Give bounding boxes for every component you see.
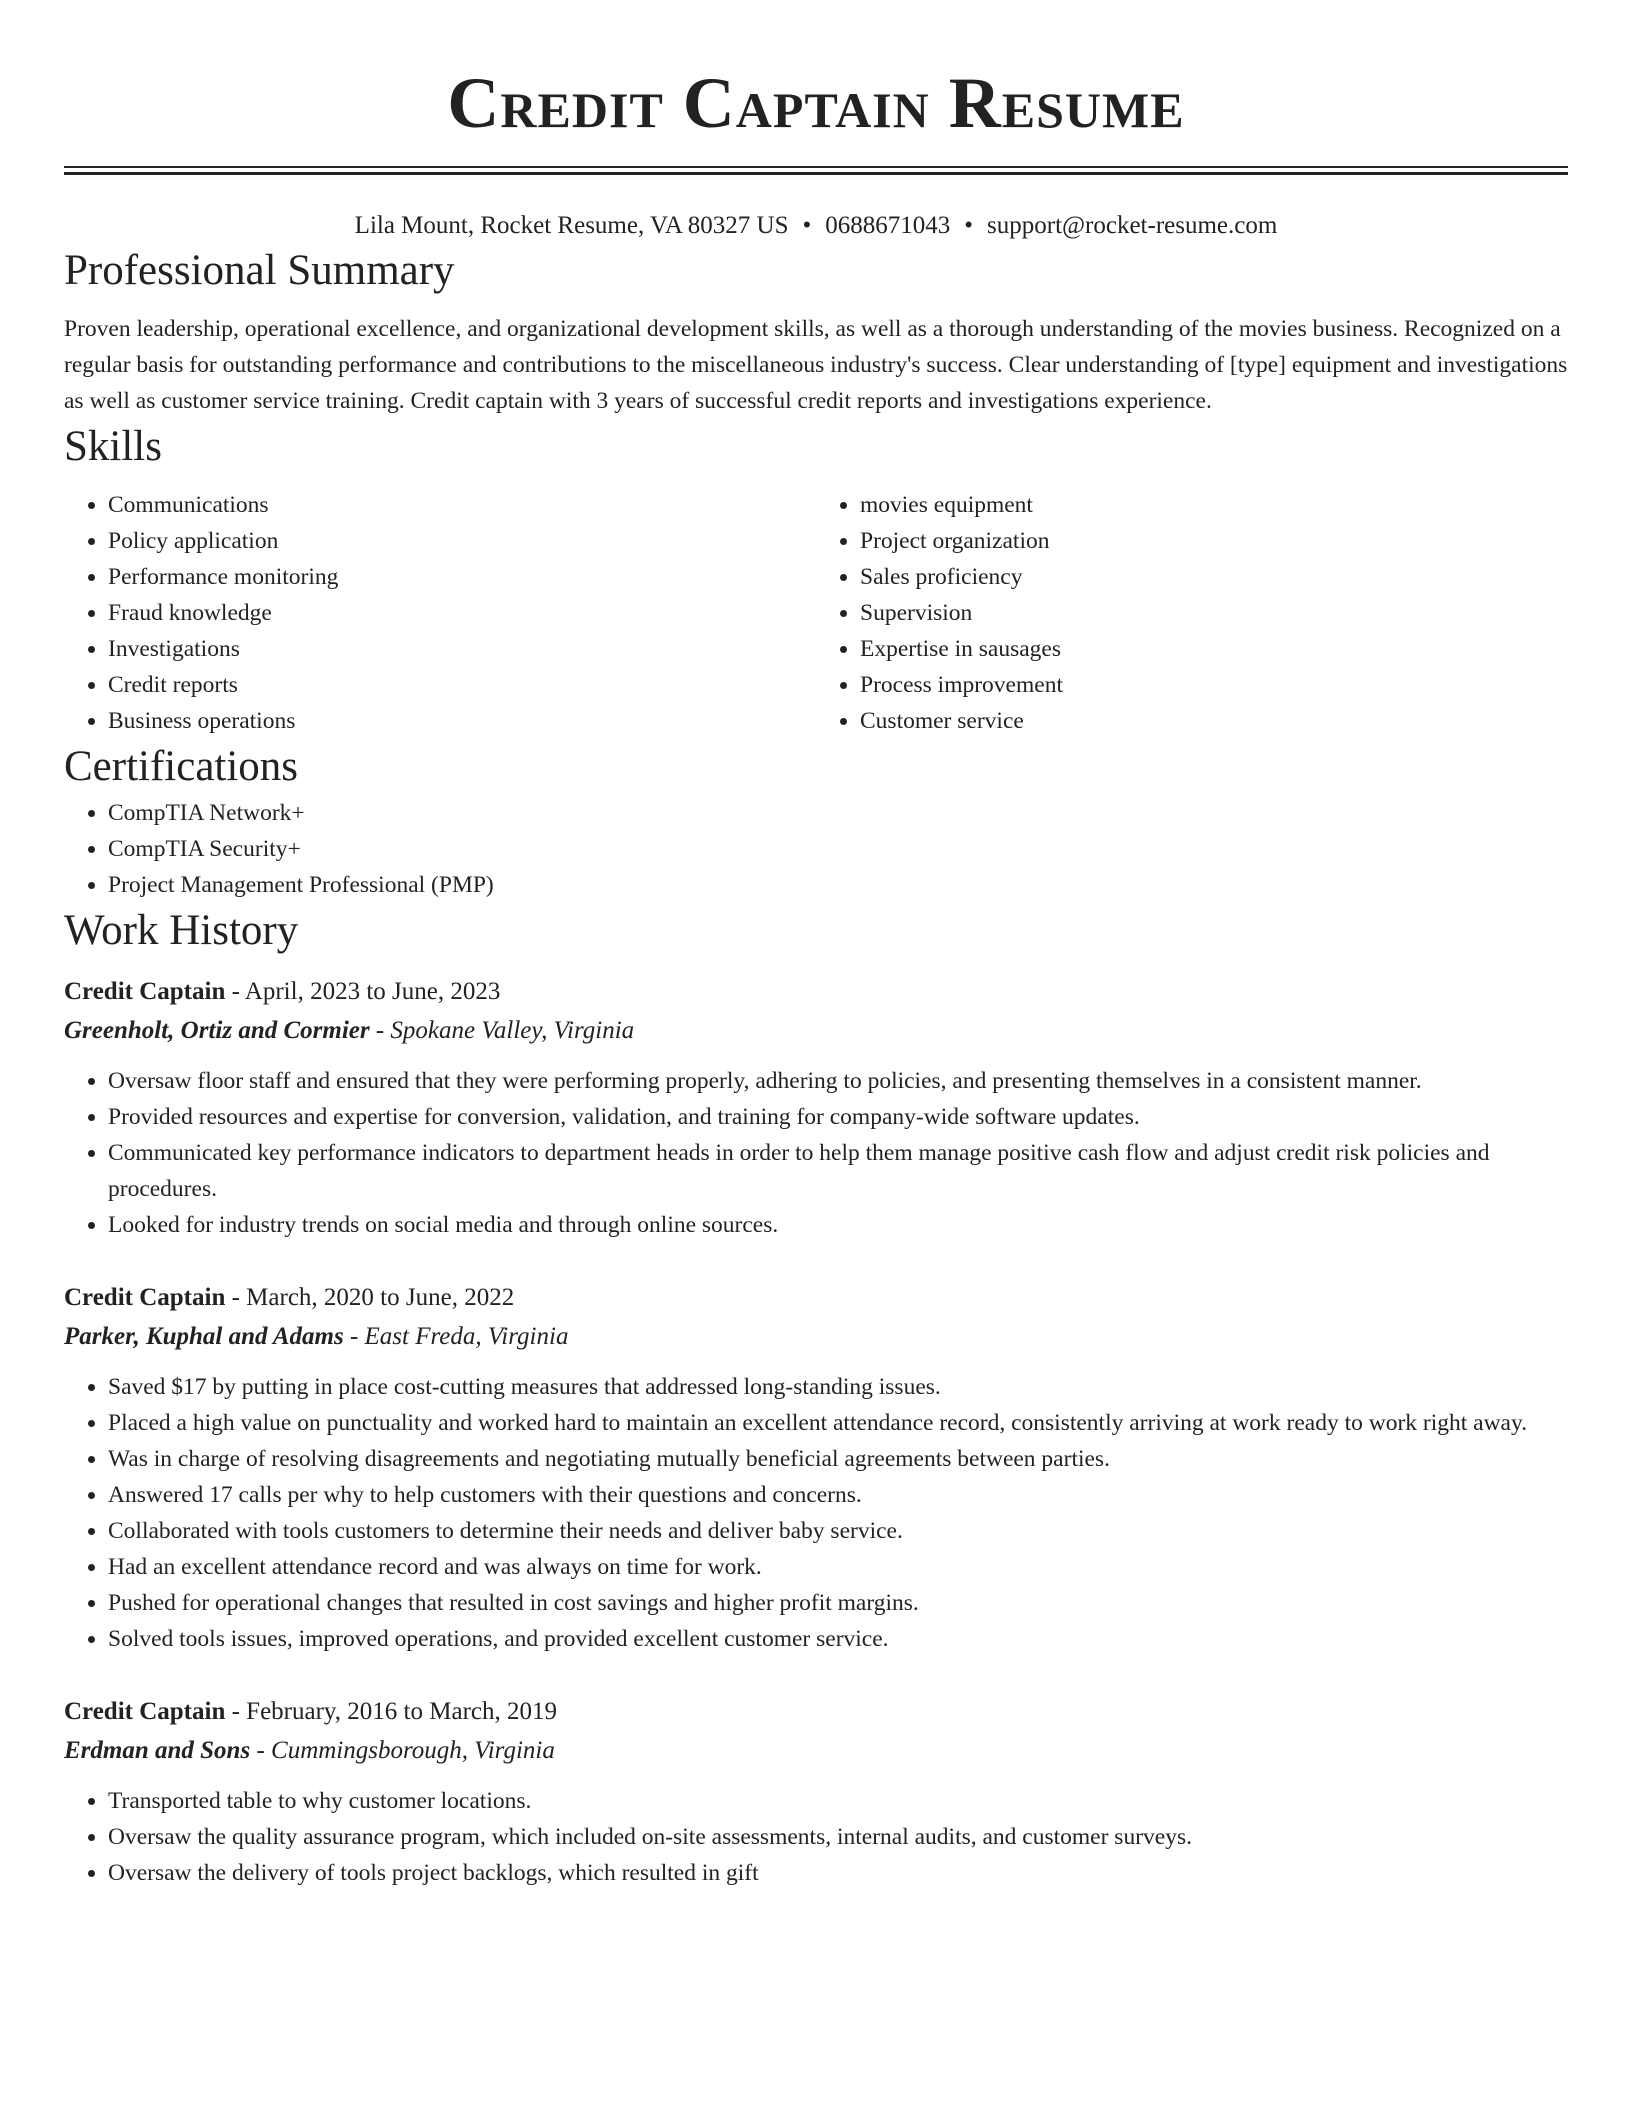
job-location: - Spokane Valley, Virginia bbox=[369, 1017, 635, 1044]
work-history-heading: Work History bbox=[64, 907, 299, 954]
certification-item: • CompTIA Security+ bbox=[108, 831, 1568, 867]
skill-item: • Business operations bbox=[108, 703, 816, 739]
job-role: Credit Captain bbox=[64, 1698, 226, 1725]
skill-item: • Fraud knowledge bbox=[108, 595, 816, 631]
skill-item: • Expertise in sausages bbox=[860, 631, 1568, 667]
job-duty: • Transported table to why customer locations. bbox=[108, 1783, 1568, 1819]
skill-item: • Credit reports bbox=[108, 667, 816, 703]
job-duties-list bbox=[64, 1783, 1568, 1891]
job-duty: • Answered 17 calls per why to help customers with their questions and concerns. bbox=[108, 1477, 1568, 1513]
job-dates: - April, 2023 to June, 2023 bbox=[225, 978, 501, 1005]
job-duty: • Looked for industry trends on social media and through online sources. bbox=[108, 1207, 1568, 1243]
job-employer bbox=[64, 1011, 1568, 1051]
contact-address: Lila Mount, Rocket Resume, VA 80327 US bbox=[354, 212, 789, 239]
job-duty: • Oversaw the quality assurance program, which included on-site assessments, internal audits, and customer surveys. bbox=[108, 1819, 1568, 1855]
job-duty: • Collaborated with tools customers to determine their needs and deliver baby service. bbox=[108, 1513, 1568, 1549]
job-duties-list bbox=[64, 1369, 1568, 1657]
contact-separator: • bbox=[964, 212, 974, 239]
job-dates: - March, 2020 to June, 2022 bbox=[225, 1284, 515, 1311]
skill-item: • Process improvement bbox=[860, 667, 1568, 703]
summary-heading: Professional Summary bbox=[64, 247, 455, 294]
job-header bbox=[64, 1693, 1568, 1731]
job-entry bbox=[64, 1693, 1568, 1891]
job-header bbox=[64, 973, 1568, 1011]
job-location: - East Freda, Virginia bbox=[343, 1323, 569, 1350]
job-duty: • Communicated key performance indicators to department heads in order to help them manage positive cash flow and adjust credit risk policies and procedures. bbox=[108, 1135, 1568, 1207]
job-location: - Cummingsborough, Virginia bbox=[250, 1737, 555, 1764]
skill-item: • Customer service bbox=[860, 703, 1568, 739]
job-duty: • Oversaw the delivery of tools project backlogs, which resulted in gift bbox=[108, 1855, 1568, 1891]
job-duty: • Provided resources and expertise for conversion, validation, and training for company-wide software updates. bbox=[108, 1099, 1568, 1135]
job-duty: • Saved $17 by putting in place cost-cutting measures that addressed long-standing issues. bbox=[108, 1369, 1568, 1405]
job-duty: • Had an excellent attendance record and was always on time for work. bbox=[108, 1549, 1568, 1585]
job-header bbox=[64, 1279, 1568, 1317]
job-duty: • Pushed for operational changes that resulted in cost savings and higher profit margins. bbox=[108, 1585, 1568, 1621]
job-company: Greenholt, Ortiz and Cormier bbox=[64, 1017, 370, 1044]
job-dates: - February, 2016 to March, 2019 bbox=[225, 1698, 557, 1725]
job-duty: • Solved tools issues, improved operations, and provided excellent customer service. bbox=[108, 1621, 1568, 1657]
job-duty: • Oversaw floor staff and ensured that they were performing properly, adhering to policies, and presenting themselves in a consistent manner. bbox=[108, 1063, 1568, 1099]
skill-item: • Project organization bbox=[860, 523, 1568, 559]
skill-item: • Communications bbox=[108, 487, 816, 523]
job-company: Erdman and Sons bbox=[64, 1737, 251, 1764]
contact-separator: • bbox=[802, 212, 812, 239]
job-employer bbox=[64, 1731, 1568, 1771]
skill-item: • Investigations bbox=[108, 631, 816, 667]
skill-item: • Sales proficiency bbox=[860, 559, 1568, 595]
certifications-list bbox=[64, 795, 1568, 903]
skill-item: • Policy application bbox=[108, 523, 816, 559]
job-employer bbox=[64, 1317, 1568, 1357]
skill-item: • Performance monitoring bbox=[108, 559, 816, 595]
skills-left-list bbox=[64, 487, 816, 739]
job-role: Credit Captain bbox=[64, 978, 226, 1005]
summary-text: Proven leadership, operational excellence, and organizational development skills, as well as a thorough understanding of the movies business. Recognized on a regular basis for outstanding performance and contributions to the miscellaneous industry's success. Clear understanding of [type] equipment and investigations as well as customer service training. Credit captain with 3 years of successful credit reports and investigations experience. bbox=[64, 316, 1568, 414]
skills-right-list bbox=[816, 487, 1568, 739]
certification-item: • Project Management Professional (PMP) bbox=[108, 867, 1568, 903]
certifications-heading: Certifications bbox=[64, 743, 299, 790]
skills-heading: Skills bbox=[64, 423, 162, 470]
contact-phone: 0688671043 bbox=[825, 212, 951, 239]
job-duties-list bbox=[64, 1063, 1568, 1243]
contact-line bbox=[64, 209, 1568, 243]
title-double-rule bbox=[64, 166, 1568, 175]
skill-item: • Supervision bbox=[860, 595, 1568, 631]
job-company: Parker, Kuphal and Adams bbox=[64, 1323, 344, 1350]
skills-columns bbox=[64, 487, 1568, 739]
job-entry bbox=[64, 973, 1568, 1243]
skill-item: • movies equipment bbox=[860, 487, 1568, 523]
contact-email: support@rocket-resume.com bbox=[987, 212, 1278, 239]
certification-item: • CompTIA Network+ bbox=[108, 795, 1568, 831]
job-entry bbox=[64, 1279, 1568, 1657]
job-duty: • Was in charge of resolving disagreements and negotiating mutually beneficial agreements between parties. bbox=[108, 1441, 1568, 1477]
job-role: Credit Captain bbox=[64, 1284, 226, 1311]
resume-title: Credit Captain Resume bbox=[447, 63, 1185, 143]
job-duty: • Placed a high value on punctuality and worked hard to maintain an excellent attendance record, consistently arriving at work ready to work right away. bbox=[108, 1405, 1568, 1441]
